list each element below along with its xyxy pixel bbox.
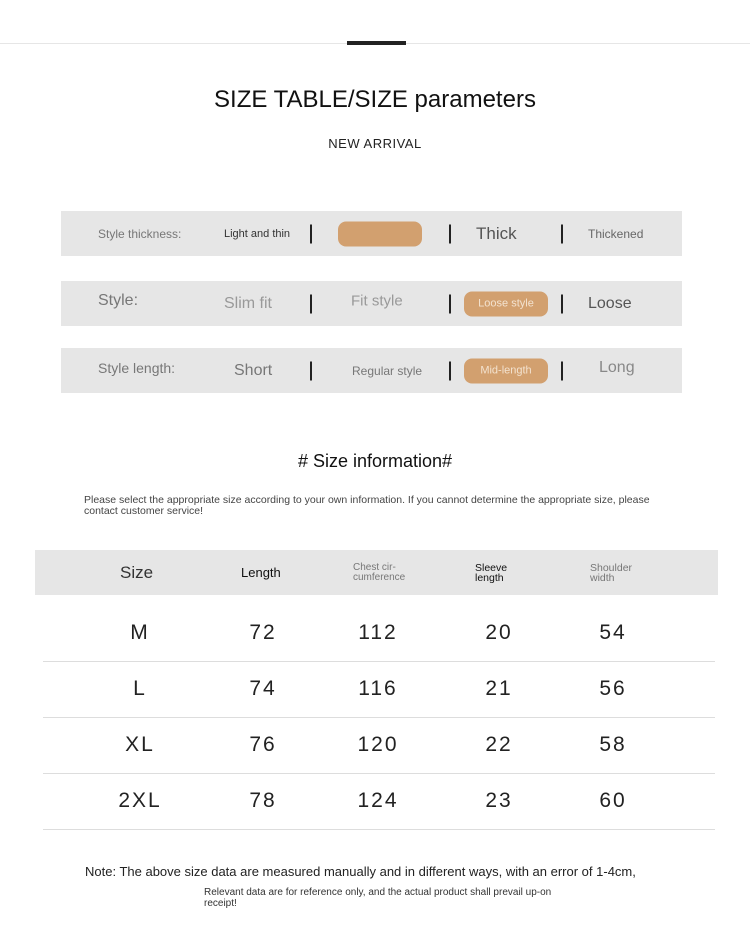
attribute-label: Style: — [98, 292, 139, 310]
option: Thick — [476, 223, 517, 243]
table-cell: 20 — [485, 621, 513, 644]
option: Slim fit — [224, 294, 272, 312]
option: Fit style — [351, 292, 403, 310]
table-cell: 21 — [485, 677, 513, 700]
table-cell: 22 — [485, 733, 513, 756]
attribute-label: Style length: — [98, 360, 176, 377]
table-cell: 120 — [357, 733, 399, 756]
separator — [561, 294, 563, 313]
option-selected: Mid-length — [464, 358, 548, 383]
page-title: SIZE TABLE/SIZE parameters — [214, 86, 536, 113]
attribute-row-thickness — [61, 211, 682, 256]
table-cell: 72 — [249, 621, 277, 644]
table-cell: 78 — [249, 789, 277, 812]
table-cell: 58 — [599, 733, 627, 756]
option-selected — [338, 221, 422, 246]
table-cell: 54 — [599, 621, 627, 644]
column-header: Length — [241, 564, 281, 580]
table-cell: M — [130, 621, 150, 644]
size-info-intro: Please select the appropriate size according to your own information. If you cannot determine the appropriate size, please contact customer service! — [84, 494, 650, 517]
separator — [561, 361, 563, 380]
table-row — [43, 661, 715, 718]
option: Thickened — [588, 226, 644, 241]
table-header — [35, 550, 718, 595]
separator — [310, 224, 312, 243]
attribute-row-style — [61, 281, 682, 326]
separator — [310, 294, 312, 313]
separator — [449, 294, 451, 313]
table-row — [43, 605, 715, 662]
table-row — [43, 717, 715, 774]
separator — [310, 361, 312, 380]
option: Light and thin — [224, 227, 291, 240]
separator — [449, 361, 451, 380]
table-cell: XL — [125, 733, 155, 756]
option: Long — [599, 359, 635, 377]
separator — [449, 224, 451, 243]
option-selected: Loose style — [464, 291, 548, 316]
table-cell: 124 — [357, 789, 399, 812]
table-cell: 2XL — [118, 789, 162, 812]
option: Regular style — [352, 363, 423, 378]
active-indicator — [347, 41, 406, 45]
note-line-1: Note: The above size data are measured manually and in different ways, with an error of 1-4cm, — [85, 864, 636, 879]
option: Short — [234, 361, 273, 379]
column-header: Chest cir-cumference — [353, 561, 406, 583]
table-row — [43, 773, 715, 830]
table-cell: 112 — [358, 621, 398, 644]
attribute-label: Style thickness: — [98, 226, 182, 241]
attribute-row-length — [61, 348, 682, 393]
table-cell: 56 — [599, 677, 627, 700]
table-cell: 116 — [358, 677, 398, 700]
separator — [561, 224, 563, 243]
table-cell: L — [133, 677, 147, 700]
table-cell: 76 — [249, 733, 277, 756]
page-subtitle: NEW ARRIVAL — [328, 136, 422, 151]
note-line-2: Relevant data are for reference only, and the actual product shall prevail up-on receipt! — [204, 887, 552, 909]
size-info-title: # Size information# — [297, 451, 453, 471]
option: Loose — [588, 294, 632, 312]
column-header: Shoulder width — [590, 561, 633, 584]
table-cell: 23 — [485, 789, 513, 812]
column-header: Sleeve length — [475, 561, 508, 584]
table-cell: 74 — [249, 677, 277, 700]
table-cell: 60 — [599, 789, 627, 812]
column-header: Size — [120, 562, 154, 582]
